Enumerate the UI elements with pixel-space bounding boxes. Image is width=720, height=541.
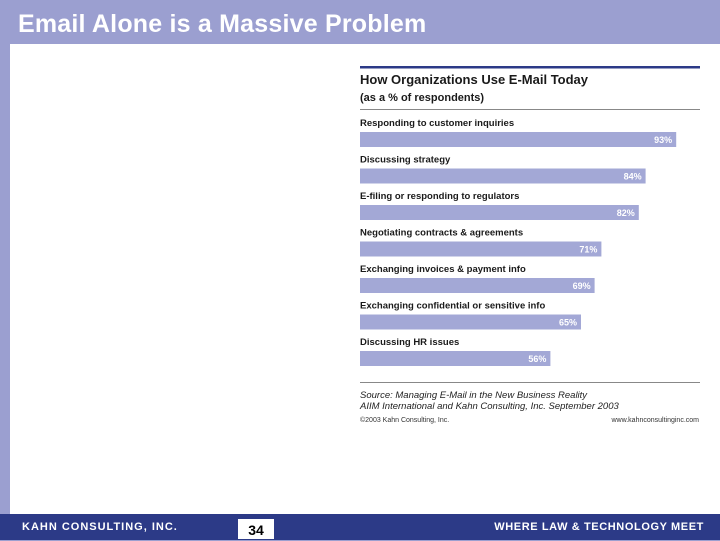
footer-tagline: WHERE LAW & TECHNOLOGY MEET [494,521,704,533]
bars-group [360,118,676,366]
bar [360,132,676,147]
bar [360,169,646,184]
bar-value-label: 56% [528,354,547,364]
bar-value-label: 69% [572,281,591,291]
chart-top-rule [360,66,700,69]
bar-value-label: 82% [616,208,635,218]
category-label: Negotiating contracts & agreements [360,227,524,239]
chart-subtitle: (as a % of respondents) [360,92,485,104]
slide-title: Email Alone is a Massive Problem [18,10,427,38]
chart-website: www.kahnconsultinginc.com [611,417,699,424]
category-label: Discussing strategy [360,154,451,166]
category-label: Responding to customer inquiries [360,118,515,129]
footer-bar [0,514,720,540]
bar [360,242,601,257]
page-number: 34 [238,519,274,539]
chart-panel [350,64,704,426]
bar [360,205,639,220]
left-accent-strip [0,44,10,514]
footer-company: KAHN CONSULTING, INC. [22,521,178,533]
bar-value-label: 65% [558,317,577,328]
chart-source-rule [360,382,700,383]
chart-copyright: ©2003 Kahn Consulting, Inc. [360,417,450,424]
bar [360,351,550,366]
bar [360,315,581,330]
category-label: Exchanging invoices & payment info [360,264,526,275]
chart-header-rule [360,109,700,110]
email-usage-bar-chart [350,64,704,426]
category-label: Exchanging confidential or sensitive info [360,300,546,312]
bar-value-label: 93% [654,135,673,145]
category-label: Discussing HR issues [360,337,460,348]
category-label: E-filing or responding to regulators [360,191,520,202]
bar-value-label: 84% [623,171,642,182]
chart-title: How Organizations Use E-Mail Today [360,72,589,87]
bar [360,278,595,293]
bar-value-label: 71% [579,244,598,255]
chart-source-line1: Source: Managing E-Mail in the New Business Reality [360,390,588,401]
chart-source-line2: AIIM International and Kahn Consulting, Inc. September 2003 [360,401,619,412]
